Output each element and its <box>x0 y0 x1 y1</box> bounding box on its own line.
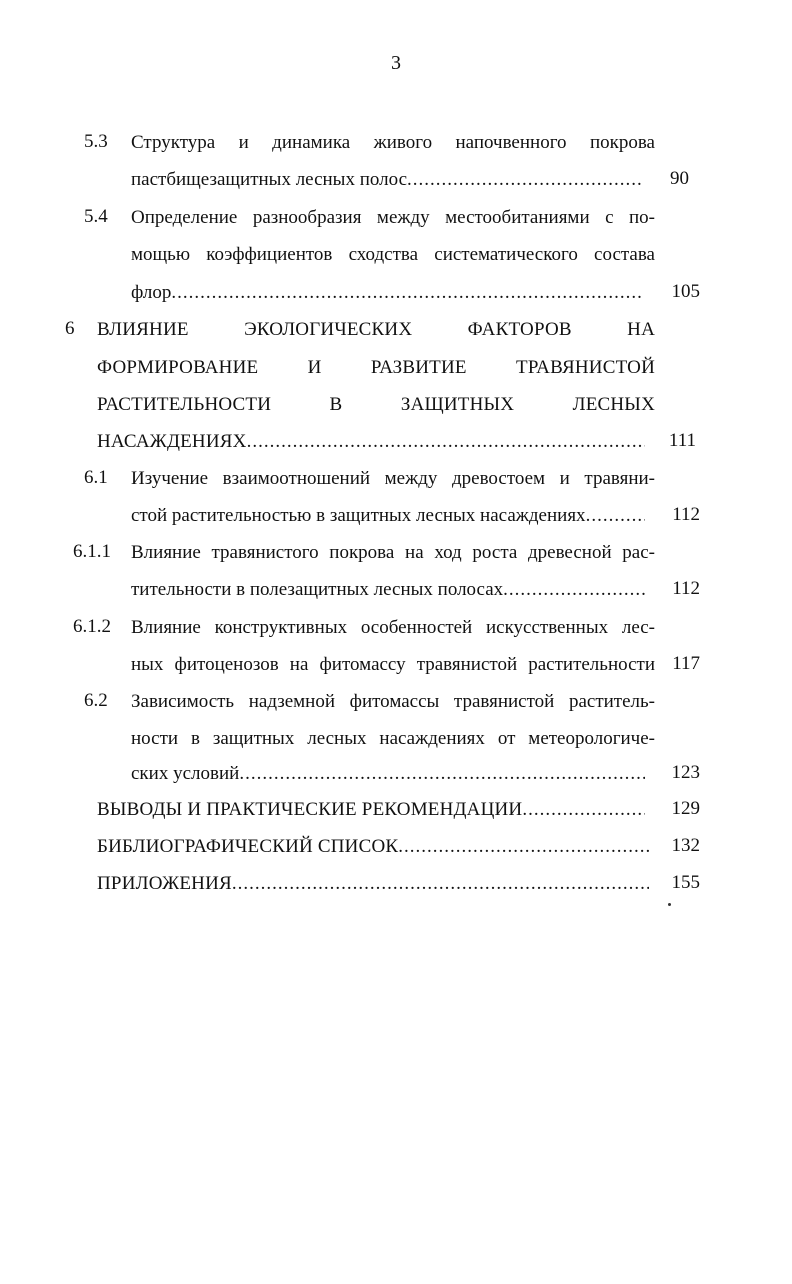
toc-line: Изучение взаимоотношений между древостоем и травяни- <box>131 468 655 489</box>
toc-number: 6.1 <box>84 467 108 488</box>
dot-leader <box>398 835 649 859</box>
toc-line: ности в защитных лесных насаждениях от метеорологиче- <box>131 728 655 749</box>
toc-line-leader <box>131 281 643 305</box>
dot-leader <box>232 872 649 896</box>
toc-line: РАСТИТЕЛЬНОСТИ В ЗАЩИТНЫХ ЛЕСНЫХ <box>97 394 655 415</box>
dot-leader <box>522 798 645 822</box>
toc-line: ПРИЛОЖЕНИЯ <box>97 873 232 894</box>
toc-line-leader <box>131 578 645 602</box>
toc-page: 105 <box>671 281 700 302</box>
toc-number: 6.1.1 <box>73 541 111 562</box>
toc-number: 5.4 <box>84 206 108 227</box>
toc-page: 111 <box>668 430 696 451</box>
dot-leader <box>407 168 643 192</box>
toc-line: Влияние травянистого покрова на ход роста древесной рас- <box>131 542 655 563</box>
toc-number: 6 <box>65 318 75 339</box>
page-number: 3 <box>391 52 401 74</box>
toc-line: ных фитоценозов на фитомассу травянистой растительности <box>131 654 655 675</box>
toc-number: 5.3 <box>84 131 108 152</box>
toc-page: 132 <box>671 835 700 856</box>
toc-line: мощью коэффициентов сходства систематического состава <box>131 244 655 265</box>
toc-line: Влияние конструктивных особенностей искусственных лес- <box>131 617 655 638</box>
toc-line-leader <box>131 762 645 786</box>
dot-leader <box>586 504 645 528</box>
toc-line-leader <box>97 835 649 859</box>
toc-page: 112 <box>672 578 700 599</box>
toc-line: пастбищезащитных лесных полос <box>131 169 408 190</box>
dot-leader <box>239 762 645 786</box>
toc-line: БИБЛИОГРАФИЧЕСКИЙ СПИСОК <box>97 836 399 857</box>
toc-page: 90 <box>670 168 689 189</box>
toc-line-leader <box>131 504 645 528</box>
toc-page: 129 <box>671 798 700 819</box>
toc-line-leader <box>97 798 645 822</box>
toc-line-leader <box>97 872 649 896</box>
toc-page: 117 <box>672 653 700 674</box>
toc-line: НАСАЖДЕНИЯХ <box>97 431 247 452</box>
toc-line-leader <box>131 168 643 192</box>
toc-number: 6.1.2 <box>73 616 111 637</box>
toc-page: 123 <box>671 762 700 783</box>
toc-line: ФОРМИРОВАНИЕ И РАЗВИТИЕ ТРАВЯНИСТОЙ <box>97 357 655 378</box>
dot-leader <box>247 430 645 454</box>
scan-artifact-dot <box>668 903 671 906</box>
toc-page: 155 <box>671 872 700 893</box>
toc-line: тительности в полезащитных лесных полосах <box>131 579 504 600</box>
toc-number: 6.2 <box>84 690 108 711</box>
toc-line: стой растительностью в защитных лесных насаждениях <box>131 505 586 526</box>
toc-page: 112 <box>672 504 700 525</box>
toc-line: ских условий <box>131 763 240 784</box>
toc-line: Зависимость надземной фитомассы травянистой раститель- <box>131 691 655 712</box>
dot-leader <box>171 281 643 305</box>
toc-line-leader <box>97 430 645 454</box>
toc-line: флор <box>131 282 172 303</box>
dot-leader <box>503 578 645 602</box>
toc-line: Определение разнообразия между местообитаниями с по- <box>131 207 655 228</box>
toc-line: ВЛИЯНИЕ ЭКОЛОГИЧЕСКИХ ФАКТОРОВ НА <box>97 319 655 340</box>
toc-line: Структура и динамика живого напочвенного покрова <box>131 132 655 153</box>
toc-line: ВЫВОДЫ И ПРАКТИЧЕСКИЕ РЕКОМЕНДАЦИИ <box>97 799 523 820</box>
